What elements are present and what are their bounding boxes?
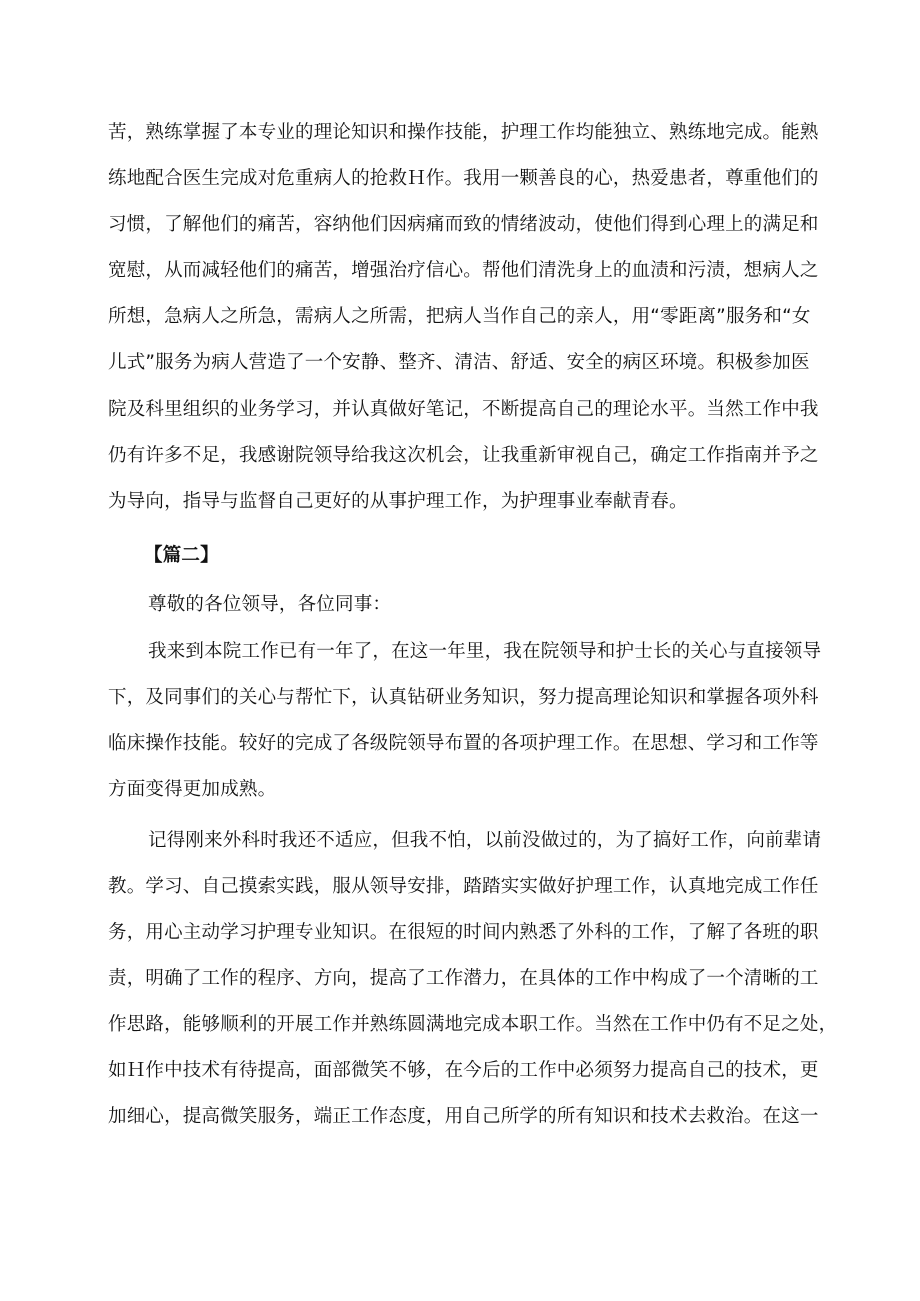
paragraph-line: 如Ｈ作中技术有待提高，面部微笑不够，在今后的工作中必须努力提高自己的技术，更 [108,1060,819,1081]
paragraph-line: 练地配合医生完成对危重病人的抢救Ｈ作。我用一颗善良的心，热爱患者，尊重他们的 [108,168,819,189]
paragraph-line: 责，明确了工作的程序、方向，提高了工作潜力，在具体的工作中构成了一个清晰的工 [108,968,819,989]
paragraph-line: 宽慰，从而减轻他们的痛苦，增强治疗信心。帮他们清洗身上的血渍和污渍，想病人之 [108,260,819,281]
paragraph-line: 儿式”服务为病人营造了一个安静、整齐、清洁、舒适、安全的病区环境。积极参加医 [108,352,810,373]
paragraph-line: 方面变得更加成熟。 [108,779,277,800]
salutation-line: 尊敬的各位领导，各位同事： [148,594,392,615]
paragraph-line: 院及科里组织的业务学习，并认真做好笔记，不断提高自己的理论水平。当然工作中我 [108,399,819,420]
paragraph-line: 习惯，了解他们的痛苦，容纳他们因病痛而致的情绪波动，使他们得到心理上的满足和 [108,214,819,235]
paragraph-line: 教。学习、自己摸索实践，服从领导安排，踏踏实实做好护理工作，认真地完成工作任 [108,876,819,897]
paragraph-line: 苦，熟练掌握了本专业的理论知识和操作技能，护理工作均能独立、熟练地完成。能熟 [108,122,819,143]
paragraph-line: 务，用心主动学习护理专业知识。在很短的时间内熟悉了外科的工作，了解了各班的职 [108,922,819,943]
paragraph-line: 临床操作技能。较好的完成了各级院领导布置的各项护理工作。在思想、学习和工作等 [108,733,819,754]
paragraph-line: 记得刚来外科时我还不适应，但我不怕，以前没做过的，为了搞好工作，向前辈请 [148,830,822,851]
paragraph-line: 所想，急病人之所急，需病人之所需，把病人当作自己的亲人，用“零距离”服务和“女 [108,306,811,327]
paragraph-line: 下，及同事们的关心与帮忙下，认真钻研业务知识，努力提高理论知识和掌握各项外科 [108,687,819,708]
paragraph-line: 作思路，能够顺利的开展工作并熟练圆满地完成本职工作。当然在工作中仍有不足之处， [108,1014,838,1035]
paragraph-line: 加细心，提高微笑服务，端正工作态度，用自己所学的所有知识和技术去救治。在这一 [108,1106,819,1127]
section-heading: 【篇二】 [144,545,219,566]
paragraph-line: 为导向，指导与监督自己更好的从事护理工作，为护理事业奉献青春。 [108,491,688,512]
paragraph-line: 仍有许多不足，我感谢院领导给我这次机会，让我重新审视自己，确定工作指南并予之 [108,445,819,466]
paragraph-line: 我来到本院工作已有一年了，在这一年里，我在院领导和护士长的关心与直接领导 [148,641,822,662]
